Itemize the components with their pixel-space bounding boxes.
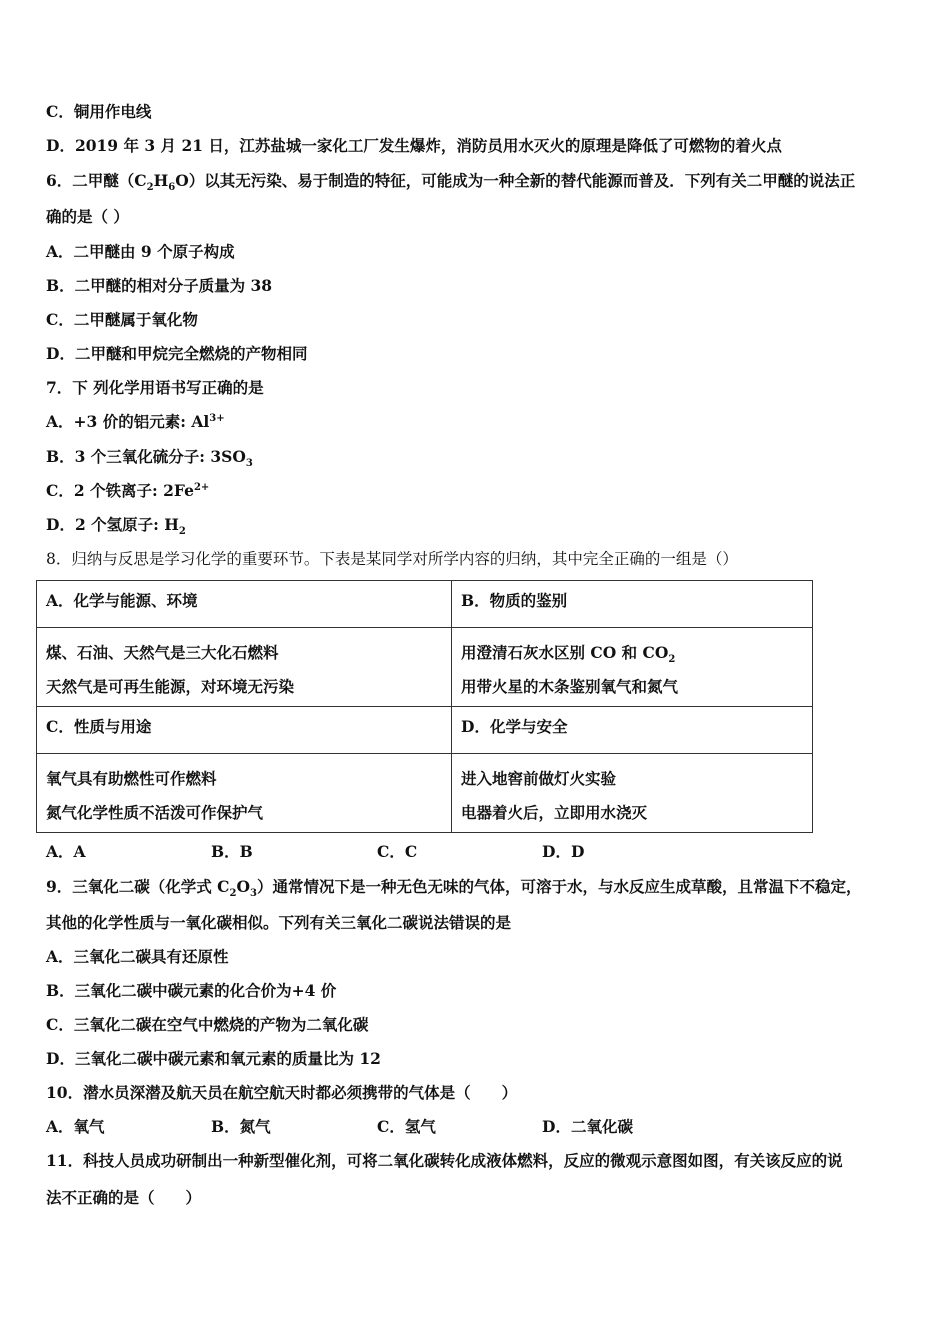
q8-cell-d-head: D．化学与安全 bbox=[452, 707, 813, 754]
q8-cell-d-body bbox=[452, 754, 813, 833]
q5-option-c: C．铜用作电线 bbox=[46, 102, 152, 121]
q6-stem-line1: 6．二甲醚$(C_2H_6O)$以其无污染、易于制造的特征，可能成为一种全新的替代能源而普及．下列有关二甲醚的说法正 bbox=[46, 171, 856, 194]
q8-a-line1: 煤、石油、天然气是三大化石燃料 bbox=[46, 643, 279, 662]
q8-option-d: D．D bbox=[542, 842, 585, 861]
q8-cell-b-body bbox=[452, 628, 813, 707]
q7-stem: 7．下 列化学用语书写正确的是 bbox=[46, 378, 264, 397]
q7-option-c: C．2 个铁离子: $2Fe^{2+}$ bbox=[46, 481, 210, 500]
q10-option-b: B．氮气 bbox=[211, 1117, 271, 1136]
q8-cell-b-head: B．物质的鉴别 bbox=[452, 581, 813, 628]
q10-option-c: C．氢气 bbox=[377, 1117, 436, 1136]
q6-option-b: B．二甲醚的相对分子质量为 38 bbox=[46, 276, 273, 295]
q8-a-line2: 天然气是可再生能源，对环境无污染 bbox=[46, 677, 295, 696]
q9-option-b: B．三氧化二碳中碳元素的化合价为+4 价 bbox=[46, 981, 337, 1000]
q7-option-b: B．3 个三氧化硫分子: $3SO_3$ bbox=[46, 447, 253, 470]
q7-option-d: D．2 个氢原子: $H_2$ bbox=[46, 515, 186, 538]
q8-b-line1: 用澄清石灰水区别 CO 和 $CO_2$ bbox=[461, 643, 676, 666]
q8-c-line1: 氧气具有助燃性可作燃料 bbox=[46, 769, 217, 788]
q8-option-a: A．A bbox=[46, 842, 86, 861]
q6-option-d: D．二甲醚和甲烷完全燃烧的产物相同 bbox=[46, 344, 308, 363]
q8-cell-a-head: A．化学与能源、环境 bbox=[37, 581, 452, 628]
q8-option-c: C．C bbox=[377, 842, 418, 861]
q6-option-a: A．二甲醚由 9 个原子构成 bbox=[46, 242, 235, 261]
q6-option-c: C．二甲醚属于氧化物 bbox=[46, 310, 198, 329]
q9-option-c: C．三氧化二碳在空气中燃烧的产物为二氧化碳 bbox=[46, 1015, 369, 1034]
q11-stem-line1: 11．科技人员成功研制出一种新型催化剂，可将二氧化碳转化成液体燃料，反应的微观示意图如图，有关该反应的说 bbox=[46, 1151, 843, 1170]
q8-stem: 8．归纳与反思是学习化学的重要环节。下表是某同学对所学内容的归纳，其中完全正确的一组是（） bbox=[46, 550, 738, 568]
q7-option-a: A．+3 价的铝元素: $Al^{3+}$ bbox=[46, 412, 225, 431]
q11-stem-line2: 法不正确的是（ ） bbox=[46, 1188, 202, 1207]
q10-stem: 10．潜水员深潜及航天员在航空航天时都必须携带的气体是（ ） bbox=[46, 1083, 518, 1102]
q8-cell-a-body bbox=[37, 628, 452, 707]
q8-c-line2: 氮气化学性质不活泼可作保护气 bbox=[46, 803, 264, 822]
q8-b-line2: 用带火星的木条鉴别氧气和氮气 bbox=[461, 677, 679, 696]
q6-stem-line2: 确的是（ ） bbox=[46, 207, 129, 226]
q10-option-d: D．二氧化碳 bbox=[542, 1117, 633, 1136]
q10-option-a: A．氧气 bbox=[46, 1117, 105, 1136]
q8-d-line1: 进入地窖前做灯火实验 bbox=[461, 769, 617, 788]
q5-option-d: D．2019 年 3 月 21 日，江苏盐城一家化工厂发生爆炸，消防员用水灭火的原理是降低了可燃物的着火点 bbox=[46, 136, 782, 155]
q9-stem-line1: 9．三氧化二碳（化学式 $C_2O_3$）通常情况下是一种无色无味的气体，可溶于水，与水反应生成草酸，且常温下不稳定， bbox=[46, 877, 862, 900]
q8-cell-c-head: C．性质与用途 bbox=[37, 707, 452, 754]
q9-option-d: D．三氧化二碳中碳元素和氧元素的质量比为 12 bbox=[46, 1049, 381, 1068]
q8-d-line2: 电器着火后，立即用水浇灭 bbox=[461, 803, 648, 822]
q8-cell-c-body bbox=[37, 754, 452, 833]
q8-table bbox=[36, 580, 813, 833]
q9-option-a: A．三氧化二碳具有还原性 bbox=[46, 947, 229, 966]
q8-option-b: B．B bbox=[211, 842, 253, 861]
q9-stem-line2: 其他的化学性质与一氧化碳相似。下列有关三氧化二碳说法错误的是 bbox=[46, 913, 512, 932]
